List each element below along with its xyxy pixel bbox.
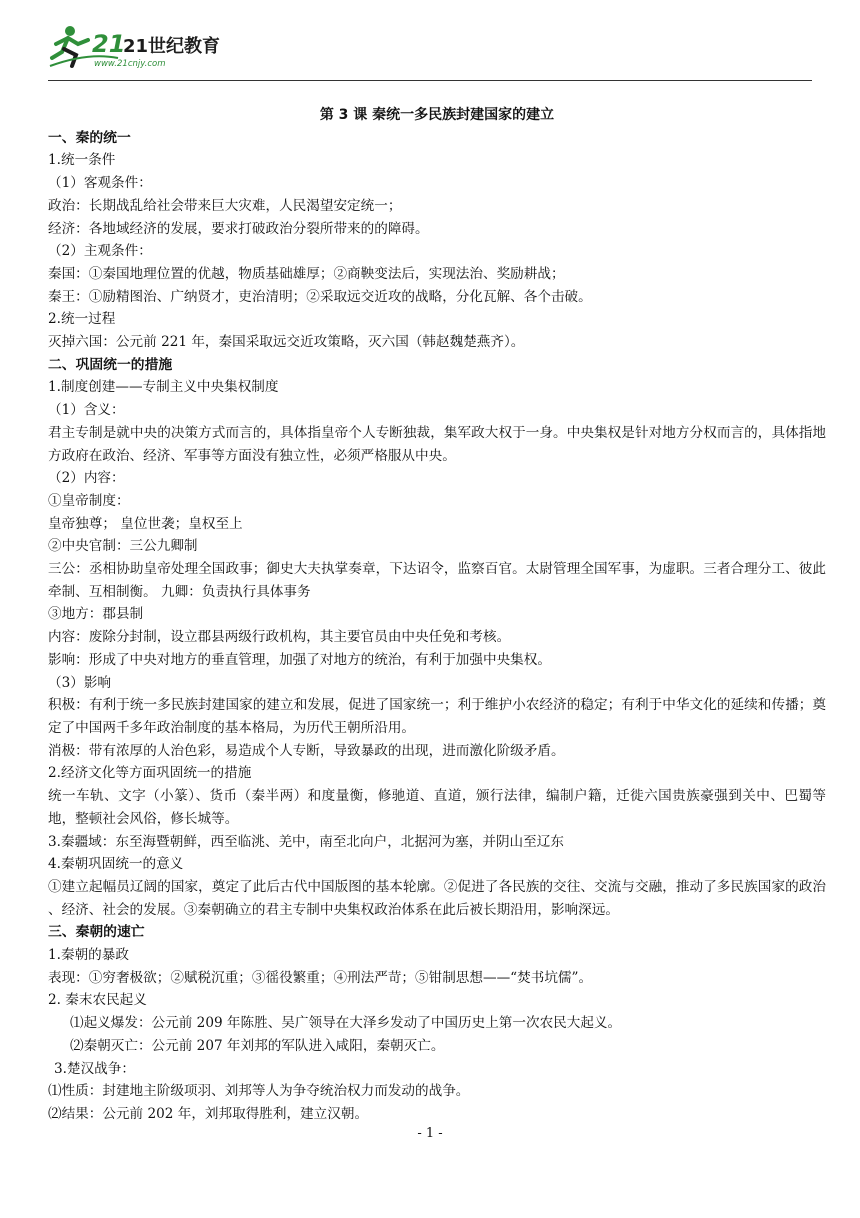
text-line: 秦王：①励精图治、广纳贤才，吏治清明；②采取远交近攻的战略，分化瓦解、各个击破。 xyxy=(48,288,592,305)
text-line: 2.经济文化等方面巩固统一的措施 xyxy=(48,765,252,782)
site-logo[interactable] xyxy=(48,22,223,72)
indented-line: ⑵秦朝灭亡：公元前 207 年刘邦的军队进入咸阳，秦朝灭亡。 xyxy=(70,1037,445,1054)
text-line: 影响：形成了中央对地方的垂直管理，加强了对地方的统治，有利于加强中央集权。 xyxy=(48,651,551,668)
document-body xyxy=(48,104,826,1126)
text-line: 2. 秦末农民起义 xyxy=(48,992,147,1009)
page-number: - 1 - xyxy=(417,1126,443,1141)
text-line: 内容：废除分封制，设立郡县两级行政机构，其主要官员由中央任免和考核。 xyxy=(48,629,511,646)
section-heading: 二、巩固统一的措施 xyxy=(48,356,173,373)
logo-main-text: 21世纪教育 xyxy=(123,36,221,57)
header-rule xyxy=(48,80,812,81)
paragraph: 统一车轨、文字（小篆）、货币（秦半两）和度量衡，修驰道、直道，颁行法律，编制户籍，迁徙六国贵族豪强到关中、巴蜀等地，整顿社会风俗，修长城等。 xyxy=(48,788,826,827)
indented-line: ⑴起义爆发：公元前 209 年陈胜、吴广领导在大泽乡发动了中国历史上第一次农民大起义。 xyxy=(70,1015,622,1032)
text-line: ⑵结果：公元前 202 年，刘邦取得胜利，建立汉朝。 xyxy=(48,1105,369,1122)
text-line: （1）含义： xyxy=(48,402,125,419)
content-lines xyxy=(48,127,826,1126)
text-line: 灭掉六国：公元前 221 年，秦国采取远交近攻策略，灭六国（韩赵魏楚燕齐）。 xyxy=(48,334,525,351)
text-line: 1.秦朝的暴政 xyxy=(48,947,129,964)
indented-line: 3.楚汉战争： xyxy=(54,1060,135,1077)
text-line: 政治：长期战乱给社会带来巨大灾难，人民渴望安定统一； xyxy=(48,197,402,214)
paragraph: 三公：丞相协助皇帝处理全国政事；御史大夫执掌奏章，下达诏令，监察百官。太尉管理全国军事，为虚职。三者合理分工、彼此牵制、互相制衡。 九卿：负责执行具体事务 xyxy=(48,561,826,600)
text-line: 1.制度创建——专制主义中央集权制度 xyxy=(48,379,279,396)
runner-logo-icon xyxy=(48,22,223,72)
logo-url-text: www.21cnjy.com xyxy=(94,59,166,69)
text-line: ⑴性质：封建地主阶级项羽、刘邦等人为争夺统治权力而发动的战争。 xyxy=(48,1083,470,1100)
text-line: 经济：各地域经济的发展，要求打破政治分裂所带来的的障碍。 xyxy=(48,220,429,237)
text-line: 2.统一过程 xyxy=(48,311,116,328)
text-line: ①皇帝制度： xyxy=(48,492,130,509)
text-line: 秦国：①秦国地理位置的优越，物质基础雄厚；②商鞅变法后，实现法治、奖励耕战； xyxy=(48,265,565,282)
text-line: （3）影响 xyxy=(48,674,112,691)
text-line: 表现：①穷奢极欲；②赋税沉重；③徭役繁重；④刑法严苛；⑤钳制思想——“焚书坑儒”。 xyxy=(48,969,593,986)
paragraph: 积极：有利于统一多民族封建国家的建立和发展，促进了国家统一；利于维护小农经济的稳定；有利于中华文化的延续和传播；奠定了中国两千多年政治制度的基本格局，为历代王朝所沿用。 xyxy=(48,697,826,736)
svg-text:21: 21 xyxy=(92,30,126,58)
text-line: ③地方：郡县制 xyxy=(48,606,144,623)
paragraph: ①建立起幅员辽阔的国家，奠定了此后古代中国版图的基本轮廓。②促进了各民族的交往、交流与交融，推动了多民族国家的政治 、经济、社会的发展。③秦朝确立的君主专制中央集权政治体系在此后被长期沿用，影响深远。 xyxy=(48,878,826,918)
text-line: 4.秦朝巩固统一的意义 xyxy=(48,856,184,873)
text-line: 皇帝独尊； 皇位世袭；皇权至上 xyxy=(48,515,243,532)
text-line: ②中央官制：三公九卿制 xyxy=(48,538,198,555)
text-line: （2）主观条件： xyxy=(48,243,152,260)
section-heading: 一、秦的统一 xyxy=(48,129,131,146)
section-heading: 三、秦朝的速亡 xyxy=(48,924,145,941)
text-line: 3.秦疆域：东至海暨朝鲜，西至临洮、羌中，南至北向户，北据河为塞，并阴山至辽东 xyxy=(48,833,564,850)
lesson-title: 第 3 课 秦统一多民族封建国家的建立 xyxy=(319,107,555,123)
paragraph: 君主专制是就中央的决策方式而言的，具体指皇帝个人专断独裁，集军政大权于一身。中央集权是针对地方分权而言的，具体指地方政府在政治、经济、军事等方面没有独立性，必须严格服从中央。 xyxy=(48,424,826,464)
text-line: 消极：带有浓厚的人治色彩，易造成个人专断，导致暴政的出现，进而激化阶级矛盾。 xyxy=(48,742,565,759)
text-line: （1）客观条件： xyxy=(48,175,152,192)
text-line: （2）内容： xyxy=(48,470,125,487)
text-line: 1.统一条件 xyxy=(48,152,116,169)
